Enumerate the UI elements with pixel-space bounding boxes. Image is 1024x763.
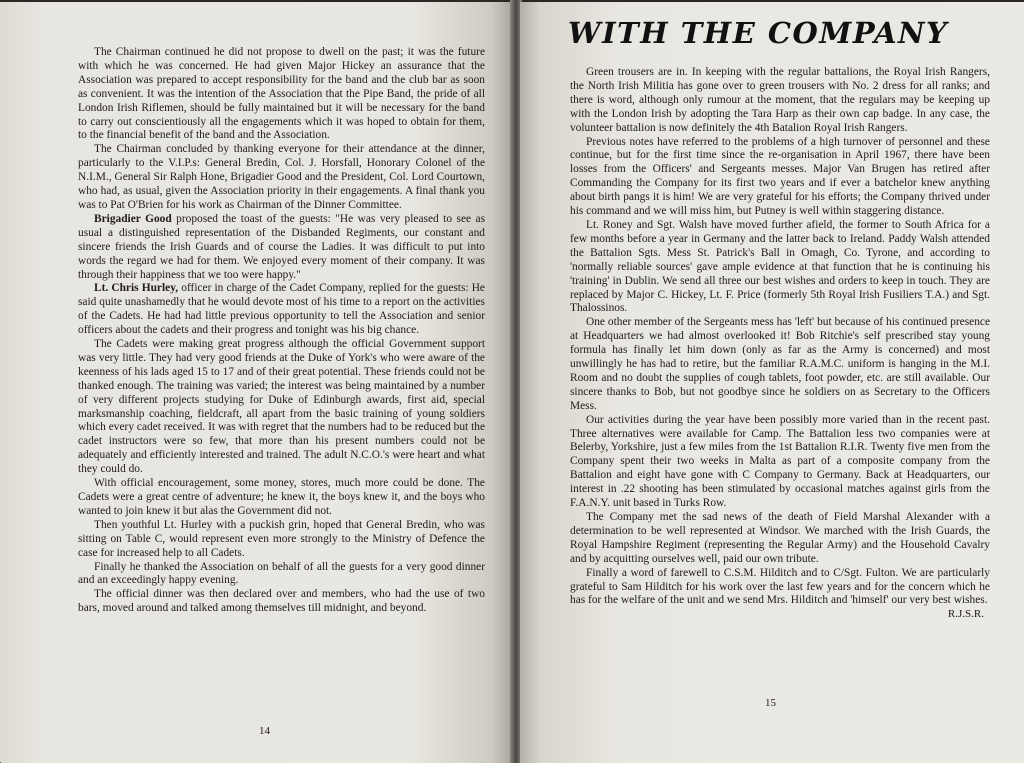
- paragraph-text: officer in charge of the Cadet Company, replied for the guests: He said quite unashamedly that he would devote most of his time to a report on the activities of the Cadets. He had had little previous opportunity to tell the Association and senior officers about the cadets and their progress and tonight was his big chance.: [78, 282, 485, 337]
- paragraph-text: With official encouragement, some money, stores, much more could be done. The Cadets were a great centre of adventure; he knew it, the boys knew it, and the boys who wanted to join knew it but alas the Government did not.: [78, 477, 485, 517]
- right-paragraph-7: Finally a word of farewell to C.S.M. Hilditch and to C/Sgt. Fulton. We are particularly grateful to Sam Hilditch for his work over the last few years and for the concern which he has for the welfare of the unit and we send Mrs. Hilditch and 'himself' our very best wishes.: [570, 566, 990, 607]
- right-page-text-column: [570, 66, 990, 622]
- right-paragraph-4: One other member of the Sergeants mess has 'left' but because of his continued presence at Headquarters we had almost overlooked it! Bob Ritchie's self prescribed stay young formula has finally let him down (only as far as the Army is concerned) and most unwillingly he has had to retire, but the familiar R.A.M.C. uniform is hanging in the M.I. Room and no doubt the supplies of cough tablets, foot powder, etc. are still available. Our sincere thanks to Bob, but not goodbye since he soldiers on as Secretary to the Officers Mess.: [570, 316, 990, 412]
- paragraph-text: The Chairman concluded by thanking everyone for their attendance at the dinner, particularly to the V.I.P.s: General Bredin, Col. J. Horsfall, Honorary Colonel of the N.I.M., General Sir Ralph Hone, Brigadier Good and the President, Col. Lord Courtown, who had, as usual, given the Association priority in their engagements. A final thank you was to Pat O'Brien for his work as Chairman of the Dinner Committee.: [78, 143, 485, 211]
- paragraph-text: Then youthful Lt. Hurley with a puckish grin, hoped that General Bredin, who was sitting on Table C, would represent even more strongly to the Ministry of Defence the case for increased help to all Cadets.: [78, 518, 485, 559]
- left-page-text-column: [78, 46, 485, 616]
- right-page: [520, 2, 1024, 763]
- speaker-name: Brigadier Good: [94, 212, 172, 225]
- left-paragraph-9: [78, 588, 485, 616]
- left-paragraph-5: [78, 338, 485, 477]
- page-number: 15: [765, 697, 776, 709]
- right-paragraph-5: Our activities during the year have been possibly more varied than in the recent past. Three alternatives were available for Camp. The Battalion less two companies were at Belerby, Yorkshire, just a few miles from the 1st Battalion R.I.R. Twenty five men from the Company spent their two weeks in Malta as part of a composite company from the Battalion and eight have gone with C Company to Germany. Back at Headquarters, our interest in .22 shooting has been stimulated by occasional matches against girls from the F.A.N.Y. unit based in Turks Row.: [570, 413, 990, 510]
- left-page: [0, 2, 512, 763]
- paragraph-text: The Chairman continued he did not propose to dwell on the past; it was the future with which he was concerned. He had given Major Hickey an assurance that the Association was prepared to accept responsibility for the band and the club bar as soon as convenient. It was the intention of the Association that the Pipe Band, the pride of all London Irish Riflemen, should be fully maintained but it will be necessary for the band to carry out conscientiously all the engagements which it was hoped to obtain for them, to the financial benefit of the band and the Association.: [78, 46, 485, 142]
- left-paragraph-8: [78, 561, 485, 589]
- paragraph-text: The Cadets were making great progress although the official Government support was very little. They had very good friends at the Duke of York's who were aware of the keenness of his lads aged 15 to 17 and of their great potential. These friends could not be thanked enough. The training was varied; the interest was being maintained by a number of very different projects studying for Duke of Edinburgh awards, first aid, special marksmanship coaching, fieldcraft, all apart from the basic training of young soldiers which every cadet received. It was with regret that the numbers had to be reduced but the cadet instructors were so few, that more than his present numbers could not be adequately and efficiently interested and trained. The adult N.C.O.'s were heart and what they could do.: [78, 338, 485, 476]
- article-heading: WITH THE COMPANY: [568, 16, 949, 50]
- paragraph-text: Finally he thanked the Association on behalf of all the guests for a very good dinner and an exceedingly happy evening.: [78, 560, 485, 587]
- paragraph-text: The official dinner was then declared over and members, who had the use of two bars, moved around and talked among themselves till midnight, and beyond.: [78, 588, 485, 615]
- right-paragraph-6: The Company met the sad news of the death of Field Marshal Alexander with a determination to be well represented at Windsor. We marched with the Irish Guards, the Royal Hampshire Regiment (representing the Regular Army) and the Household Cavalry and by acquitting ourselves well, paid our own tribute.: [570, 511, 990, 565]
- page-number: 14: [259, 725, 270, 737]
- right-paragraph-2: Previous notes have referred to the problems of a high turnover of personnel and these continue, but for the first time since the re-organisation in April 1967, there have been losses from the Officers' and Sergeants messes. Major Van Brugen has retired after Commanding the Company for its first two years and if ever a batchelor knew anything about birth pangs it is him! We are very grateful for his efforts; the Company thrived under his command and we will miss him, but Putney is well within staggering distance.: [570, 135, 990, 218]
- left-paragraph-3: [78, 213, 485, 283]
- right-paragraph-3: Lt. Roney and Sgt. Walsh have moved further afield, the former to South Africa for a few months before a year in Germany and the latter back to Ireland. Paddy Walsh attended the Battalion Sgts. Mess St. Patrick's Ball in Omagh, Co. Tyrone, and according to 'normally reliable sources' gave ample evidence at that function that he is continuing his 'training' in Dublin. We send all three our best wishes and orders to keep in touch. They are replaced by Major C. Hickey, Lt. F. Price (formerly 5th Royal Irish Fusiliers T.A.) and Sgt. Thalossinos.: [570, 218, 990, 315]
- left-paragraph-4: [78, 282, 485, 338]
- paragraph-text: proposed the toast of the guests: "He was very pleased to see as usual a distinguished representation of the Disbanded Regiments, our constant and sincere friends the Irish Guards and of course the Ladies. It was difficult to put into words the regard we had for them. We enjoyed every moment of their company. It was through their happiness that we too were happy.": [78, 212, 486, 281]
- speaker-name: Lt. Chris Hurley,: [94, 282, 179, 295]
- left-paragraph-1: [78, 46, 485, 143]
- left-paragraph-6: [78, 477, 485, 519]
- left-paragraph-7: [78, 519, 485, 561]
- right-paragraph-1: Green trousers are in. In keeping with the regular battalions, the Royal Irish Rangers, the North Irish Militia has gone over to green trousers with No. 2 dress for all ranks; and there is word, although only rumour at the moment, that the regulars may be keeping up with the London Irish by adopting the Tara Harp as their own cap badge. In any case, the volunteer battalion is now definitely the 4th Batalion Royal Irish Rangers.: [570, 66, 990, 134]
- left-paragraph-2: [78, 143, 485, 213]
- author-signature: R.J.S.R.: [947, 608, 984, 621]
